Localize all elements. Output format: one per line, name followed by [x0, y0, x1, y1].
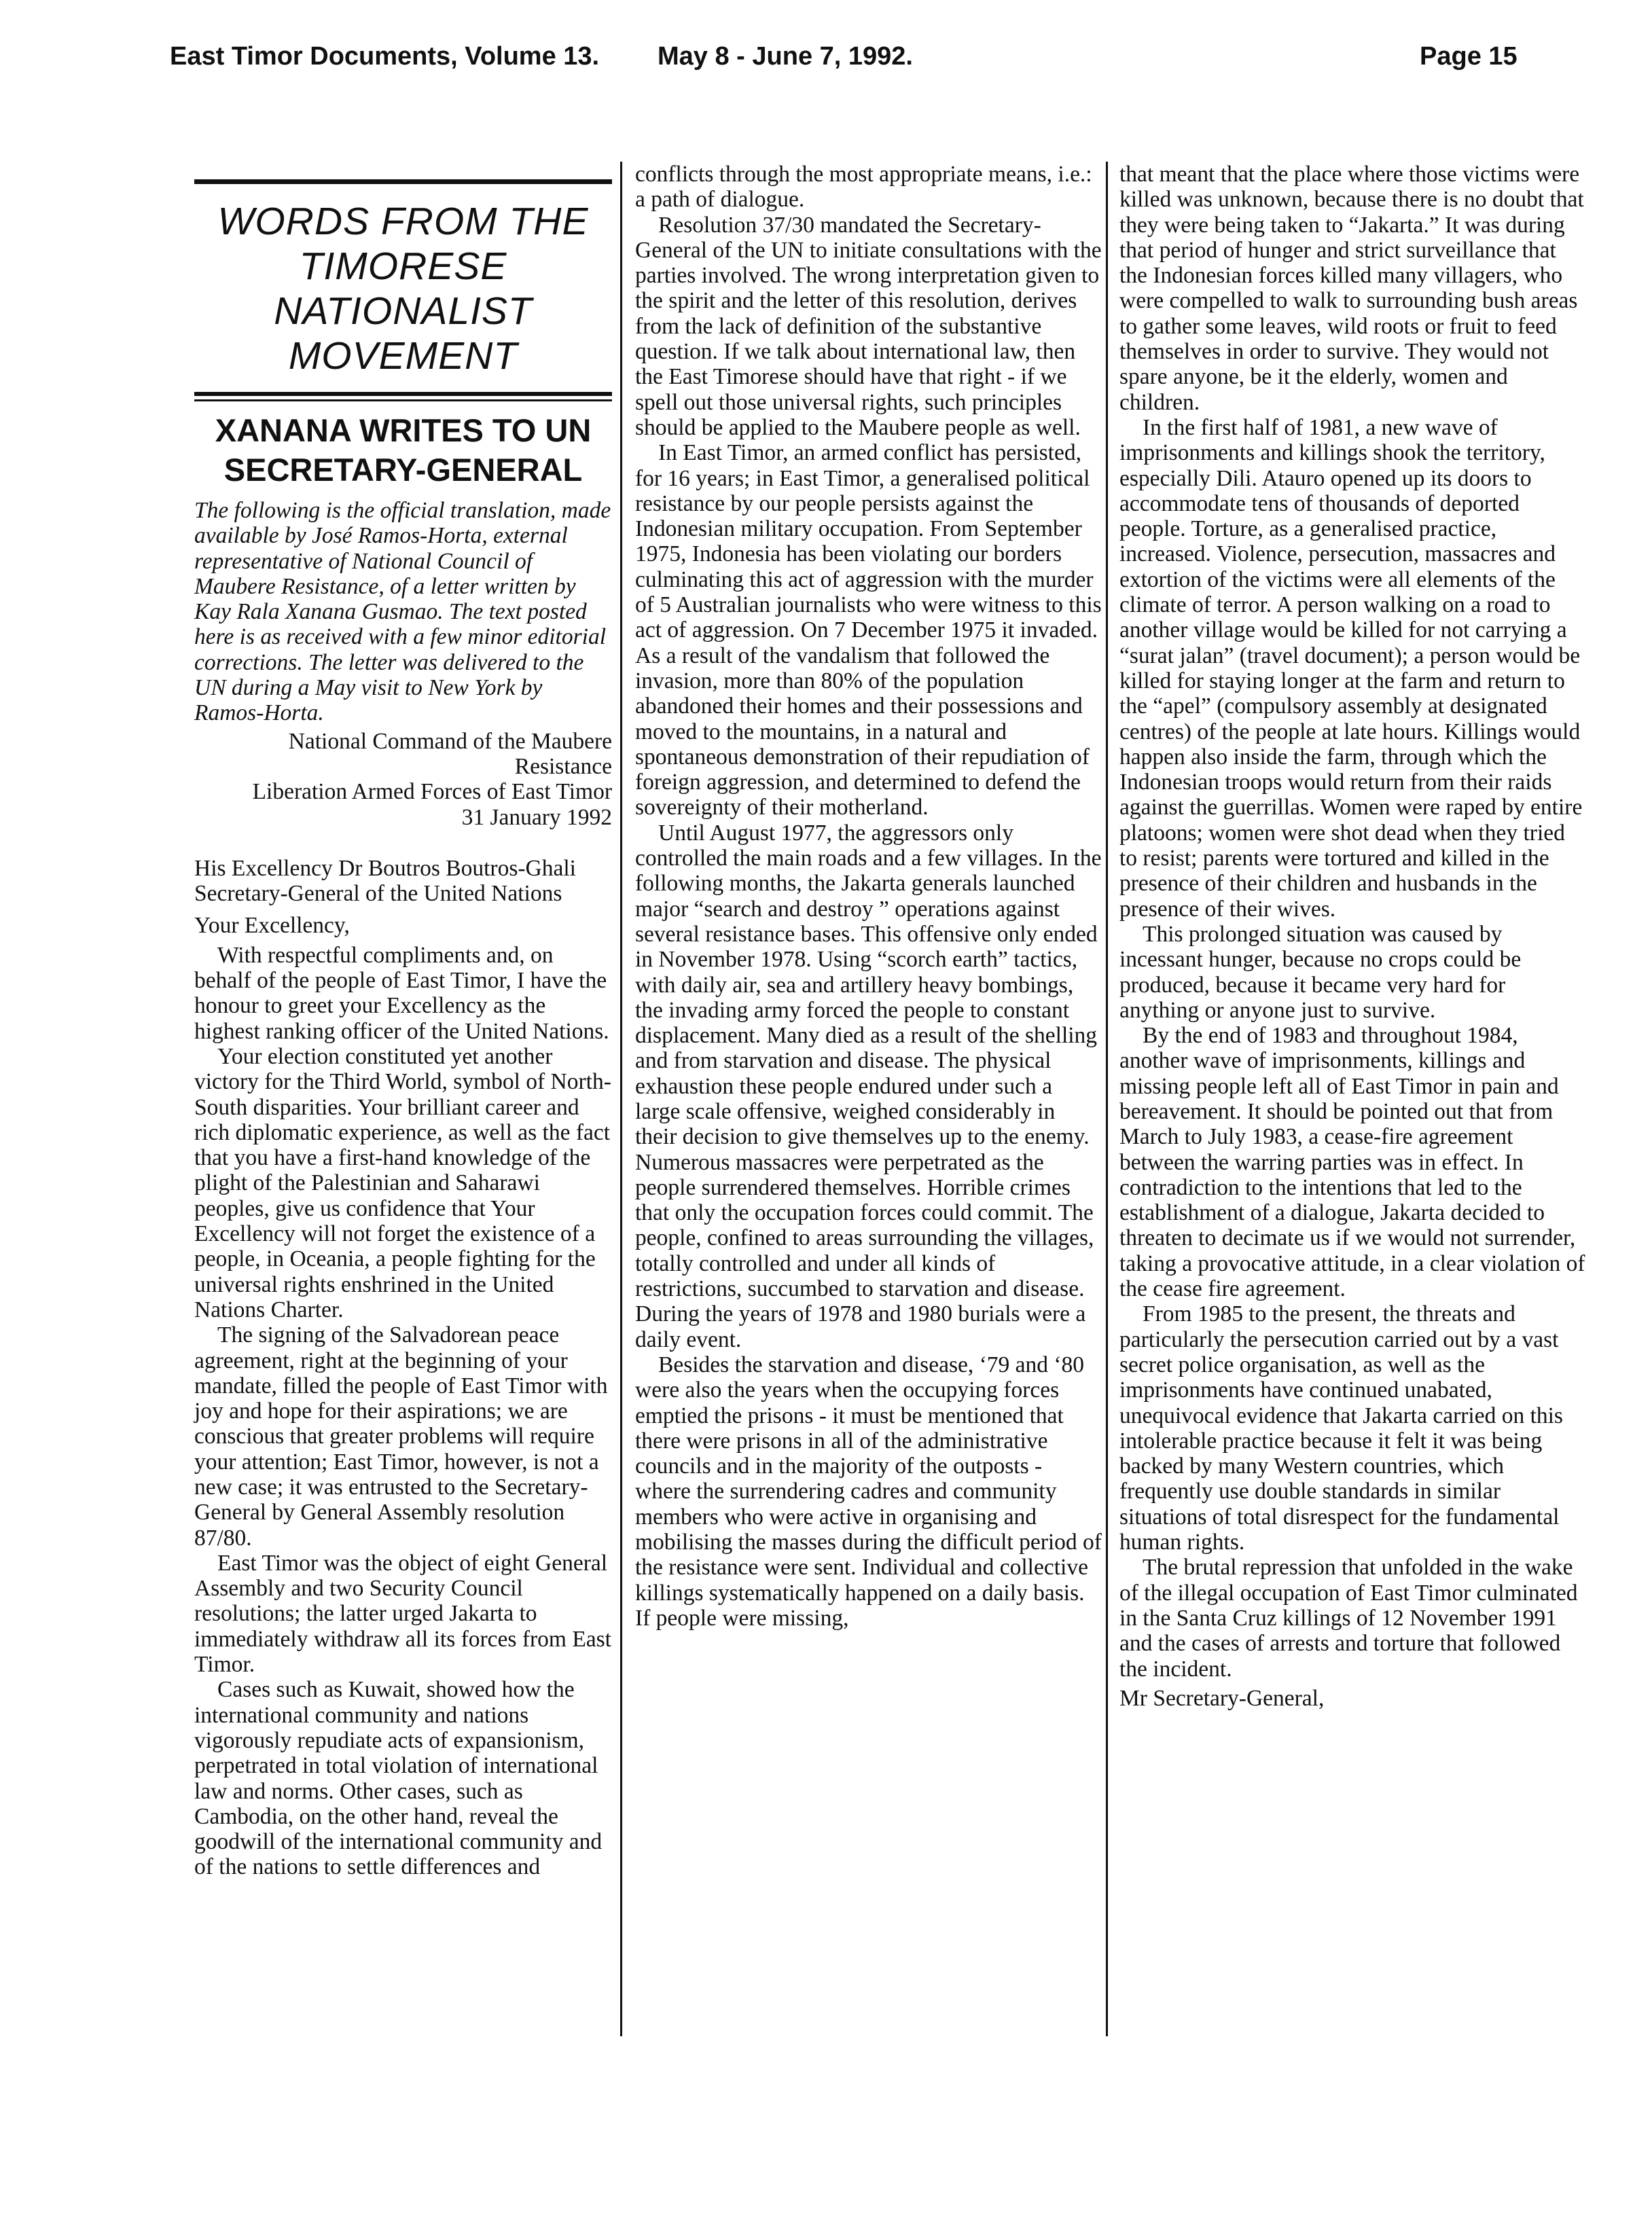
- body-paragraph: By the end of 1983 and throughout 1984, another wave of imprisonments, killings and missing people left all of East Timor in pain and bereavement. It should be pointed out that from March to July 1983, a cease-fire agreement between the warring parties was in effect. In contradiction to the intentions that led to the establishment of a dialogue, Jakarta decided to threaten to decimate us if we would not surrender, taking a provocative attitude, in a clear violation of the cease fire agreement.: [1119, 1023, 1585, 1302]
- body-paragraph: Your election constituted yet another victory for the Third World, symbol of North-South disparities. Your brilliant career and rich diplomatic experience, as well as the fact that you have a first-hand knowledge of the plight of the Palestinian and Saharawi peoples, give us confidence that Your Excellency will not forget the existence of a people, in Oceania, a people fighting for the universal rights enshrined in the United Nations Charter.: [194, 1043, 611, 1322]
- body-paragraph: From 1985 to the present, the threats and particularly the persecution carried out by a vast secret police organisation, as well as the imprisonments have continued unabated, unequivocal evidence that Jakarta carried on this intolerable practice because it felt it was being backed by many Western countries, which frequently use double standards in similar situations of total disrespect for the fundamental human rights.: [1119, 1301, 1563, 1555]
- page-number: Page 15: [1420, 42, 1518, 71]
- body-paragraph: With respectful compliments and, on behalf of the people of East Timor, I have the honour to greet your Excellency as the highest ranking officer of the United Nations.: [194, 942, 609, 1044]
- addressee-line: His Excellency Dr Boutros Boutros-Ghali: [194, 855, 576, 881]
- body-paragraph: Resolution 37/30 mandated the Secretary-General of the UN to initiate consultations with the parties involved. The wrong interpretation given to the spirit and the letter of this resolution, derives from the lack of definition of the substantive question. If we talk about international law, then the East Timorese should have that right - if we spell out those universal rights, such principles should be applied to the Maubere people as well.: [635, 212, 1102, 440]
- intro-note: The following is the official translation, made available by José Ramos-Horta, external representative of National Council of Maubere Resistance, of a letter written by Kay Rala Xanana Gusmao. The text posted here is as received with a few minor editorial corrections. The letter was delivered to the UN during a May visit to New York by Ramos-Horta.: [194, 498, 611, 726]
- addressee-line: Secretary-General of the United Nations: [194, 881, 562, 907]
- body-paragraph: Cases such as Kuwait, showed how the international community and nations vigorously repudiate acts of expansionism, perpetrated in total violation of international law and norms. Other cases, such as Cambodia, on the other hand, reveal the goodwill of the international community and of the nations to settle differences and: [194, 1677, 603, 1880]
- body-paragraph: This prolonged situation was caused by incessant hunger, because no crops could be produced, because it became very hard for anything or anyone just to survive.: [1119, 921, 1522, 1023]
- salutation: Your Excellency,: [194, 913, 350, 939]
- closing-address: Mr Secretary-General,: [1119, 1685, 1325, 1711]
- signoff-line: National Command of the Maubere Resistance: [288, 728, 612, 779]
- column-rule-right: [1106, 162, 1108, 2036]
- body-paragraph: The brutal repression that unfolded in the wake of the illegal occupation of East Timor culminated in the Santa Cruz killings of 12 November 1991 and the cases of arrests and torture that followed the incident.: [1119, 1555, 1578, 1682]
- body-paragraph: In East Timor, an armed conflict has persisted, for 16 years; in East Timor, a generalised political resistance by our people persists against the Indonesian military occupation. From September 1975, Indonesia has been violating our borders culminating this act of aggression with the murder of 5 Australian journalists who were witness to this act of aggression. On 7 December 1975 it invaded. As a result of the vandalism that followed the invasion, more than 80% of the population abandoned their homes and their possessions and moved to the mountains, in a natural and spontaneous demonstration of their repudiation of foreign aggression, and determined to defend the sovereignty of their motherland.: [635, 440, 1102, 820]
- body-paragraph: Besides the starvation and disease, ‘79 and ‘80 were also the years when the occupying forces emptied the prisons - it must be mentioned that there were prisons in all of the administrative councils and in the majority of the outposts - where the surrendering cadres and community members who were active in organising and mobilising the masses during the difficult period of the resistance were sent. Individual and collective killings systematically happened on a daily basis. If people were missing,: [635, 1352, 1102, 1631]
- body-paragraph: East Timor was the object of eight General Assembly and two Security Council resolutions; the latter urged Jakarta to immediately withdraw all its forces from East Timor.: [194, 1550, 611, 1678]
- body-paragraph: In the first half of 1981, a new wave of imprisonments and killings shook the territory, especially Dili. Atauro opened up its doors to accommodate tens of thousands of deported people. Torture, as a generalised practice, increased. Violence, persecution, massacres and extortion of the victims were all elements of the climate of terror. A person walking on a road to another village would be killed for not carrying a “surat jalan” (travel document); a person would be killed for staying longer at the farm and return to the “apel” (compulsory assembly at designated centres) of the people at late hours. Killings would happen also inside the farm, through which the Indonesian troops would return from their raids against the guerrillas. Women were raped by entire platoons; women were shot dead when they tried to resist; parents were tortured and killed in the presence of their children and husbands in the presence of their wives.: [1119, 414, 1583, 922]
- running-header: [0, 0, 1652, 88]
- body-paragraph: Until August 1977, the aggressors only controlled the main roads and a few villages. In the following months, the Jakarta generals launched major “search and destroy ” operations against several resistance bases. This offensive only ended in November 1978. Using “scorch earth” tactics, with daily air, sea and artillery heavy bombings, the invading army forced the people to constant displacement. Many died as a result of the shelling and from starvation and disease. The physical exhaustion these people endured under such a large scale offensive, weighed considerably in their decision to give themselves up to the enemy. Numerous massacres were perpetrated as the people surrendered themselves. Horrible crimes that only the occupation forces could commit. The people, confined to areas surrounding the villages, totally controlled and under all kinds of restrictions, succumbed to starvation and disease. During the years of 1978 and 1980 burials were a daily event.: [635, 820, 1102, 1352]
- article-title: XANANA WRITES TO UN SECRETARY-GENERAL: [215, 412, 592, 488]
- column-1: [194, 162, 612, 1880]
- column-rule-left: [620, 162, 622, 2036]
- column-3: [1119, 162, 1587, 1711]
- body-paragraph: conflicts through the most appropriate means, i.e.: a path of dialogue.: [635, 162, 1092, 213]
- column-2: [635, 162, 1102, 1631]
- section-top-rule: [194, 179, 612, 184]
- issue-dates: May 8 - June 7, 1992.: [658, 42, 913, 71]
- publication-title: East Timor Documents, Volume 13.: [170, 42, 600, 71]
- addressee-block: [194, 856, 612, 907]
- body-paragraph: that meant that the place where those victims were killed was unknown, because there is no doubt that they were being taken to “Jakarta.” It was during that period of hunger and strict surveillance that the Indonesian forces killed many villagers, who were compelled to walk to surrounding bush areas to gather some leaves, wild roots or fruit to feed themselves in order to survive. They would not spare anyone, be it the elderly, women and children.: [1119, 162, 1584, 415]
- section-title: WORDS FROM THE TIMORESE NATIONALIST MOVEMENT: [217, 200, 589, 378]
- signoff-block: [194, 729, 612, 830]
- signoff-line: Liberation Armed Forces of East Timor: [252, 779, 612, 805]
- section-bottom-rule: [194, 392, 612, 401]
- signoff-date: 31 January 1992: [461, 804, 612, 830]
- body-paragraph: The signing of the Salvadorean peace agreement, right at the beginning of your mandate, filled the people of East Timor with joy and hope for their aspirations; we are conscious that greater problems will require your attention; East Timor, however, is not a new case; it was entrusted to the Secretary-General by General Assembly resolution 87/80.: [194, 1322, 608, 1551]
